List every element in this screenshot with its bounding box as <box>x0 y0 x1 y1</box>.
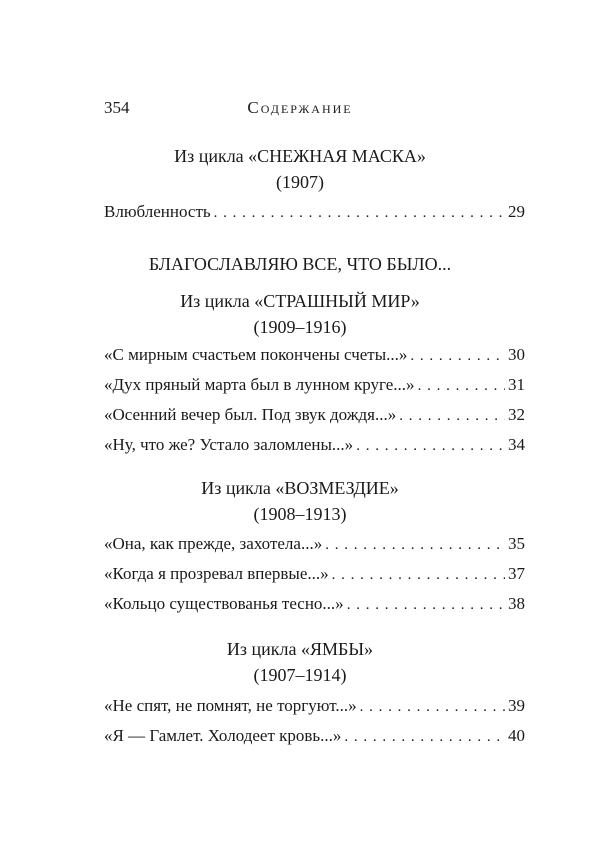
toc-entry[interactable] <box>104 559 525 589</box>
dot-leader <box>410 341 505 371</box>
toc-entry-page: 39 <box>508 696 525 715</box>
toc-entry-page: 37 <box>508 564 525 583</box>
dot-leader <box>399 401 505 431</box>
toc-entry-title: «Кольцо существованья тесно...» <box>104 594 344 613</box>
toc-entry-page: 31 <box>508 375 525 394</box>
toc-entry-title: «Она, как прежде, захотела...» <box>104 534 323 553</box>
section-heading-years: (1907–1914) <box>253 665 347 685</box>
toc-entry-title: «Ну, что же? Устало заломлены...» <box>104 435 354 454</box>
section-heading-years: (1907) <box>276 172 324 192</box>
toc-entry[interactable] <box>104 400 525 430</box>
toc-entry-title: «Не спят, не помнят, не торгуют...» <box>104 696 357 715</box>
section-heading-title: Из цикла «ЯМБЫ» <box>226 639 374 659</box>
toc-entry[interactable] <box>104 721 525 751</box>
toc-entry-title: «Я — Гамлет. Холодеет кровь...» <box>104 726 342 745</box>
toc-entry-page: 32 <box>508 405 525 424</box>
running-head <box>104 96 496 120</box>
section-heading-snow-mask <box>104 143 496 195</box>
part-title <box>104 251 496 277</box>
dot-leader <box>332 560 505 590</box>
toc-entry[interactable] <box>104 529 525 559</box>
section-heading-title: Из цикла «СНЕЖНАЯ МАСКА» <box>174 146 426 166</box>
toc-entry[interactable] <box>104 340 525 370</box>
toc-entry[interactable] <box>104 370 525 400</box>
toc-entry-title: Влюбленность <box>104 202 211 221</box>
dot-leader <box>214 198 505 228</box>
toc-entry-title: «Осенний вечер был. Под звук дождя...» <box>104 405 397 424</box>
dot-leader <box>360 692 505 722</box>
toc-entry-title: «Когда я прозревал впервые...» <box>104 564 329 583</box>
section-heading-retribution <box>104 475 496 527</box>
part-title-text: БЛАГОСЛАВЛЯЮ ВСЕ, ЧТО БЫЛО... <box>148 254 452 274</box>
section-heading-terrible-world <box>104 288 496 340</box>
dot-leader <box>347 590 505 620</box>
toc-list-iambs <box>104 691 525 751</box>
toc-entry[interactable] <box>104 197 525 227</box>
toc-entry[interactable] <box>104 691 525 721</box>
toc-entry-page: 35 <box>508 534 525 553</box>
toc-list-terrible-world <box>104 340 525 460</box>
section-heading-years: (1908–1913) <box>253 504 347 524</box>
toc-entry-page: 29 <box>508 202 525 221</box>
toc-entry-title: «С мирным счастьем покончены счеты...» <box>104 345 408 364</box>
toc-entry-page: 34 <box>508 435 525 454</box>
toc-entry-title: «Дух пряный марта был в лунном круге...» <box>104 375 415 394</box>
running-title: Содержание <box>247 98 353 117</box>
toc-entry-page: 38 <box>508 594 525 613</box>
toc-list-retribution <box>104 529 525 619</box>
toc-entry[interactable] <box>104 430 525 460</box>
dot-leader <box>344 722 505 752</box>
toc-entry-page: 30 <box>508 345 525 364</box>
section-heading-iambs <box>104 636 496 688</box>
dot-leader <box>356 431 505 461</box>
dot-leader <box>325 530 505 560</box>
page-number: 354 <box>104 98 130 117</box>
toc-list-snow-mask <box>104 197 525 227</box>
section-heading-title: Из цикла «ВОЗМЕЗДИЕ» <box>201 478 399 498</box>
section-heading-years: (1909–1916) <box>253 317 347 337</box>
dot-leader <box>418 371 505 401</box>
toc-entry-page: 40 <box>508 726 525 745</box>
toc-entry[interactable] <box>104 589 525 619</box>
section-heading-title: Из цикла «СТРАШНЫЙ МИР» <box>180 291 420 311</box>
